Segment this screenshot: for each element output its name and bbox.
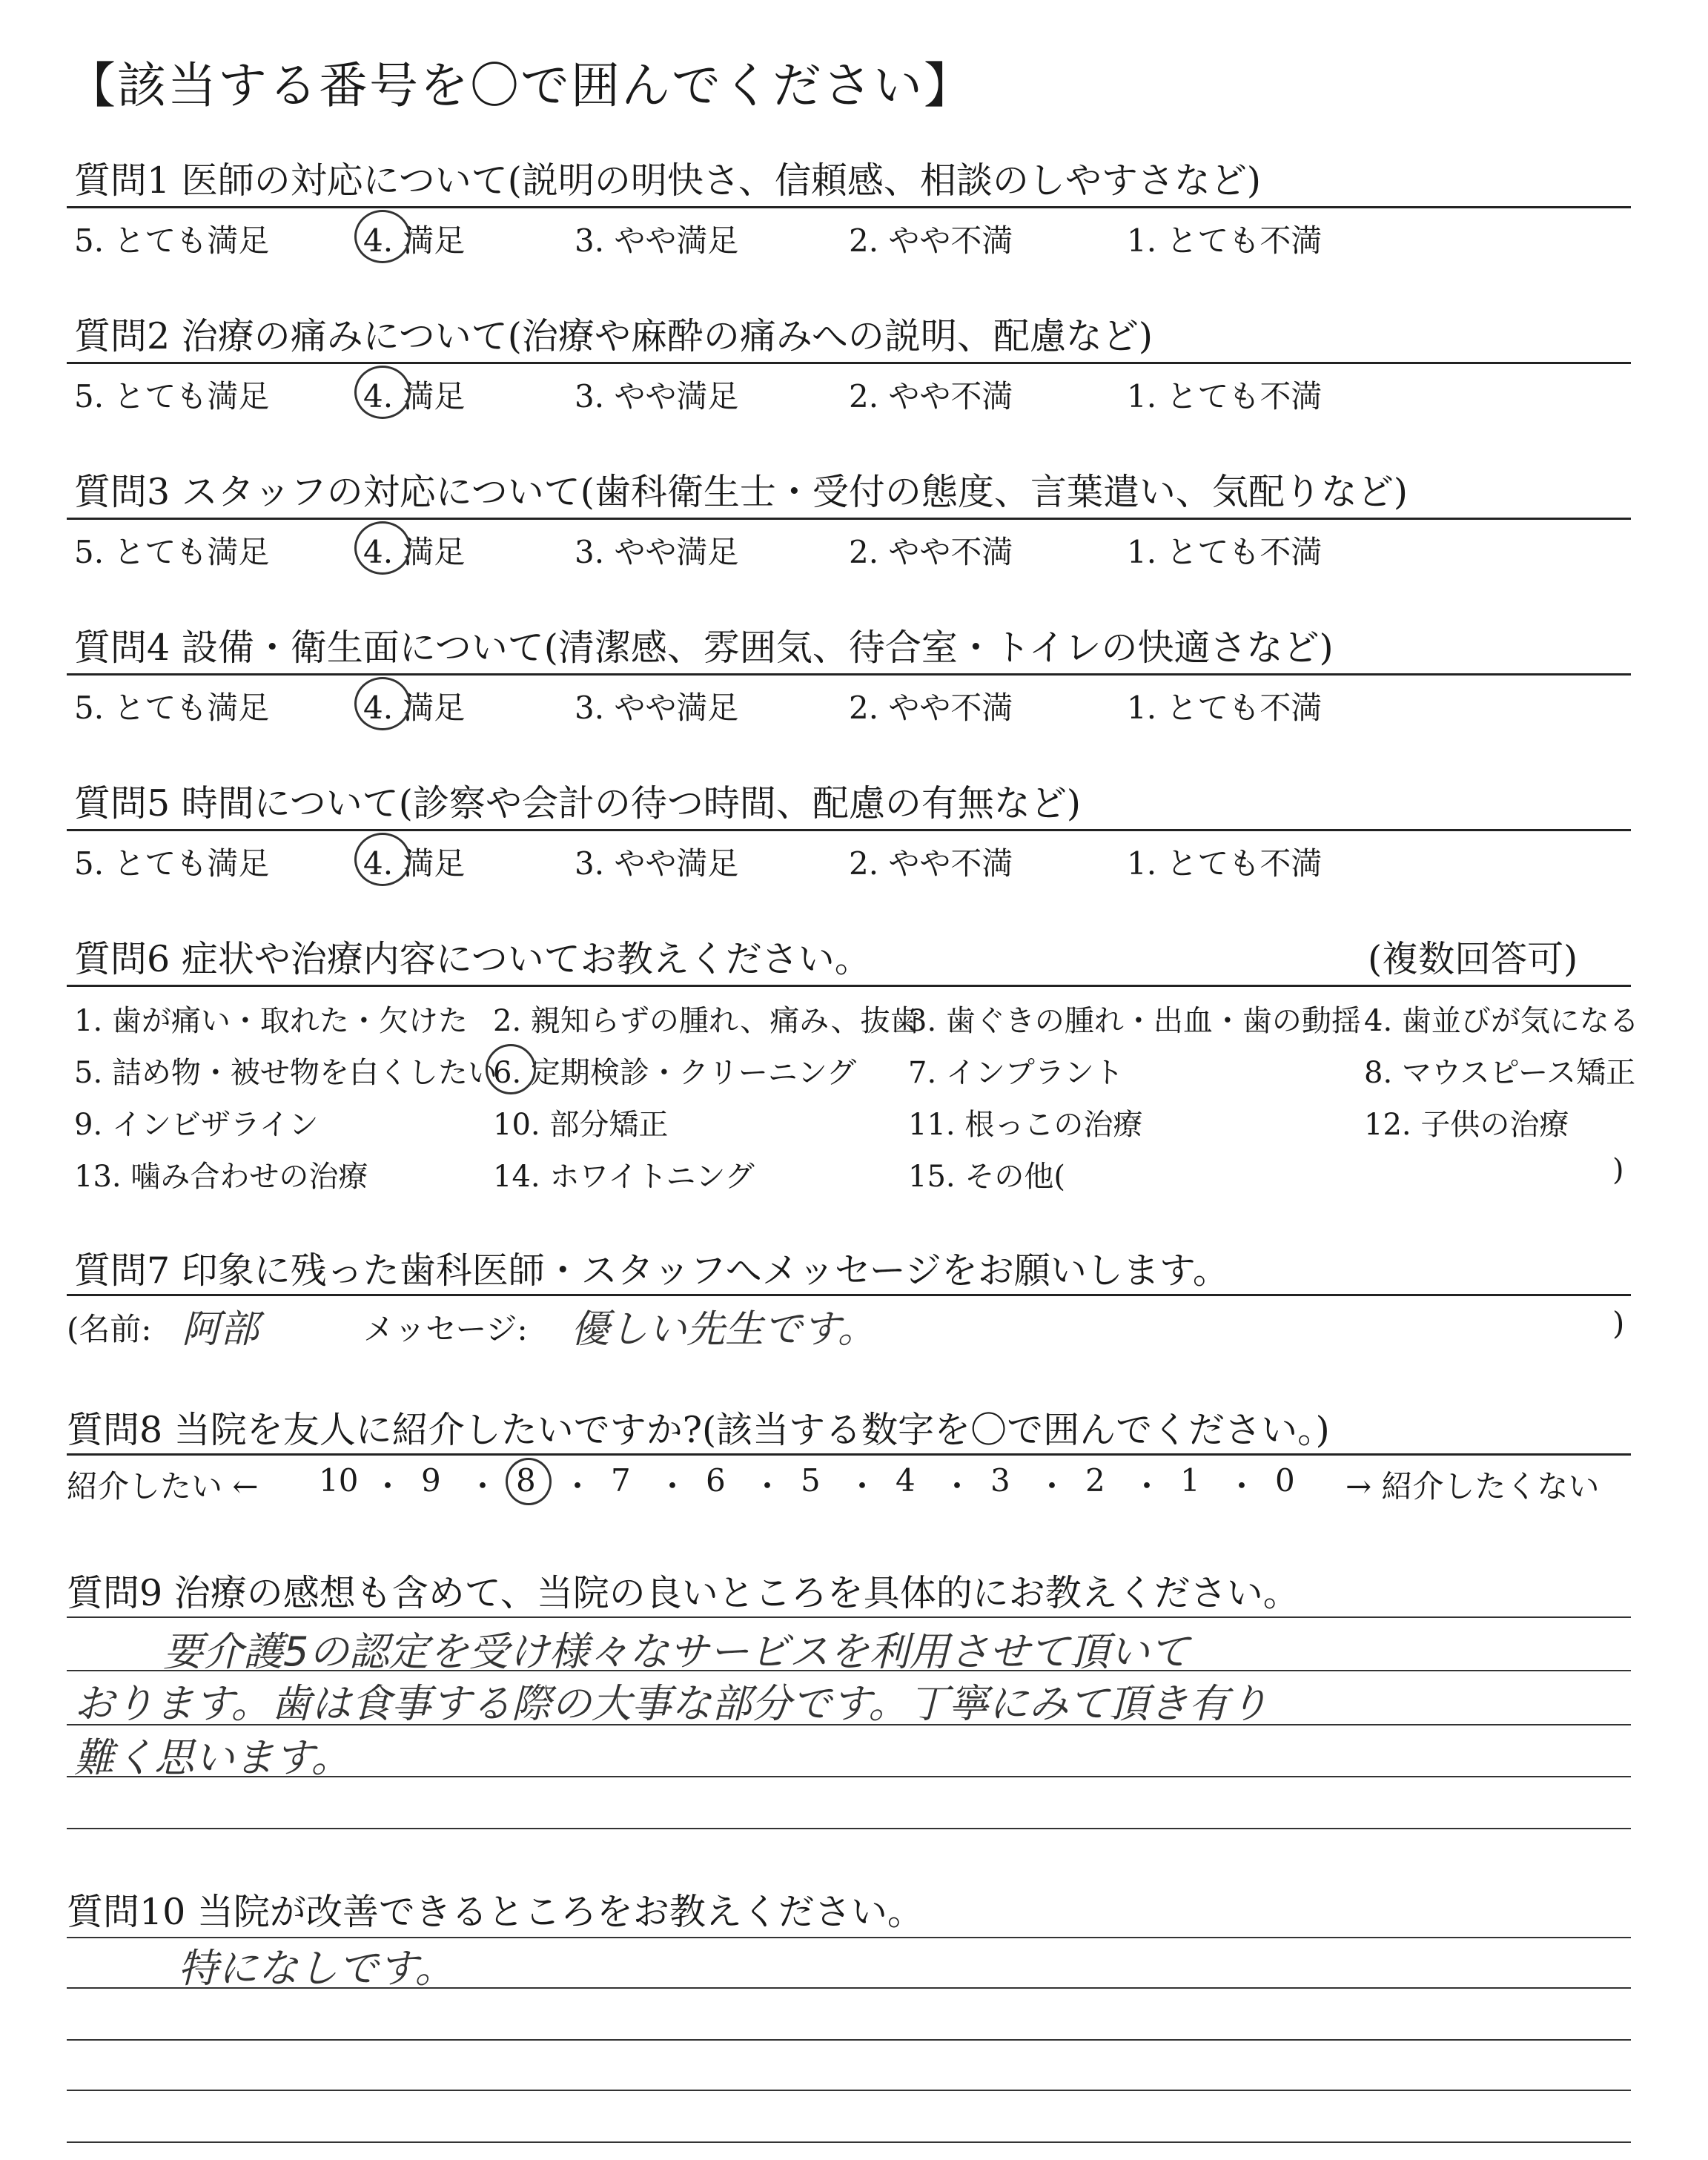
option-3[interactable]: 3. やや満足 [575, 378, 739, 415]
divider [67, 1294, 1631, 1296]
question-10-label: 質問10 当院が改善できるところをお教えください。 [67, 1891, 924, 1933]
option-4[interactable]: 4. 満足 [363, 378, 466, 415]
option-4[interactable]: 4. 満足 [363, 845, 466, 882]
scale-number-6[interactable]: 6 [706, 1462, 726, 1499]
scale-separator: ・ [1036, 1468, 1068, 1505]
good-points-line-3[interactable]: 難く思います。 [74, 1734, 351, 1781]
symptom-9[interactable]: 9. インビザライン [74, 1108, 319, 1142]
other-close-paren: ) [1612, 1153, 1624, 1187]
option-3[interactable]: 3. やや満足 [575, 845, 739, 882]
question-8-label: 質問8 当院を友人に紹介したいですか?(該当する数字を〇で囲んでください。) [67, 1409, 1330, 1451]
option-5[interactable]: 5. とても満足 [74, 845, 270, 882]
symptom-6[interactable]: 6. 定期検診・クリーニング [493, 1056, 857, 1090]
answer-line [67, 2039, 1631, 2041]
scale-separator: ・ [752, 1468, 784, 1505]
symptom-2[interactable]: 2. 親知らずの腫れ、痛み、抜歯 [493, 1004, 920, 1038]
answer-circle [486, 1044, 536, 1094]
answer-line [67, 1616, 1631, 1618]
symptom-11[interactable]: 11. 根っこの治療 [908, 1108, 1143, 1142]
scale-number-2[interactable]: 2 [1085, 1462, 1105, 1499]
scale-number-1[interactable]: 1 [1180, 1462, 1200, 1499]
good-points-line-2[interactable]: おります。歯は食事する際の大事な部分です。丁寧にみて頂き有り [74, 1680, 1269, 1727]
scale-number-7[interactable]: 7 [611, 1462, 631, 1499]
question-3-label: 質問3 スタッフの対応について(歯科衛生士・受付の態度、言葉遣い、気配りなど) [74, 471, 1409, 513]
scale-separator: ・ [1131, 1468, 1163, 1505]
message-close-paren: ) [1612, 1305, 1625, 1341]
question-7-label: 質問7 印象に残った歯科医師・スタッフへメッセージをお願いします。 [74, 1249, 1229, 1292]
divider [67, 673, 1631, 676]
form-title: 【該当する番号を〇で囲んでください】 [67, 57, 974, 114]
symptom-8[interactable]: 8. マウスピース矯正 [1364, 1056, 1636, 1090]
option-1[interactable]: 1. とても不満 [1127, 534, 1323, 570]
divider [67, 206, 1631, 208]
divider [67, 985, 1631, 987]
symptom-4[interactable]: 4. 歯並びが気になる [1364, 1004, 1639, 1038]
question-9-label: 質問9 治療の感想も含めて、当院の良いところを具体的にお教えください。 [67, 1572, 1300, 1614]
option-4[interactable]: 4. 満足 [363, 690, 466, 726]
option-2[interactable]: 2. やや不満 [849, 222, 1013, 259]
option-2[interactable]: 2. やや不満 [849, 690, 1013, 726]
option-4[interactable]: 4. 満足 [363, 222, 466, 259]
symptom-1[interactable]: 1. 歯が痛い・取れた・欠けた [74, 1004, 468, 1038]
scale-number-9[interactable]: 9 [421, 1462, 441, 1499]
symptom-7[interactable]: 7. インプラント [908, 1056, 1124, 1090]
option-5[interactable]: 5. とても満足 [74, 690, 270, 726]
answer-circle [506, 1458, 552, 1505]
multiple-answer-note: (複数回答可) [1368, 938, 1578, 980]
scale-number-5[interactable]: 5 [801, 1462, 821, 1499]
improvement-line-1[interactable]: 特になしです。 [178, 1945, 455, 1992]
good-points-line-1[interactable]: 要介護5の認定を受け様々なサービスを利用させて頂いて [163, 1628, 1190, 1675]
answer-line [67, 1828, 1631, 1829]
scale-separator: ・ [941, 1468, 973, 1505]
scale-separator: ・ [1226, 1468, 1258, 1505]
option-1[interactable]: 1. とても不満 [1127, 222, 1323, 259]
divider [67, 362, 1631, 364]
option-2[interactable]: 2. やや不満 [849, 845, 1013, 882]
scale-separator: ・ [372, 1468, 404, 1505]
question-6-label: 質問6 症状や治療内容についてお教えください。 [74, 938, 871, 980]
answer-circle [354, 366, 411, 419]
name-value[interactable]: 阿部 [182, 1307, 259, 1352]
option-4[interactable]: 4. 満足 [363, 534, 466, 570]
scale-number-0[interactable]: 0 [1275, 1462, 1295, 1499]
symptom-13[interactable]: 13. 噛み合わせの治療 [74, 1160, 368, 1194]
answer-circle [354, 210, 411, 263]
symptom-15[interactable]: 15. その他( [908, 1160, 1065, 1194]
scale-separator: ・ [657, 1468, 689, 1505]
divider [67, 518, 1631, 520]
scale-number-10[interactable]: 10 [319, 1462, 359, 1499]
divider [67, 1453, 1631, 1456]
symptom-12[interactable]: 12. 子供の治療 [1364, 1108, 1569, 1142]
option-2[interactable]: 2. やや不満 [849, 534, 1013, 570]
scale-separator: ・ [562, 1468, 594, 1505]
symptom-14[interactable]: 14. ホワイトニング [493, 1160, 755, 1194]
answer-circle [354, 677, 411, 730]
message-label: メッセージ: [363, 1311, 528, 1347]
name-label: (名前: [67, 1311, 152, 1347]
answer-circle [354, 521, 411, 575]
option-1[interactable]: 1. とても不満 [1127, 845, 1323, 882]
scale-right-label: → 紹介したくない [1345, 1468, 1600, 1505]
scale-separator: ・ [467, 1468, 499, 1505]
question-4-label: 質問4 設備・衛生面について(清潔感、雰囲気、待合室・トイレの快適さなど) [74, 627, 1334, 669]
scale-number-8[interactable]: 8 [516, 1462, 536, 1499]
answer-circle [354, 833, 411, 886]
option-3[interactable]: 3. やや満足 [575, 222, 739, 259]
symptom-10[interactable]: 10. 部分矯正 [493, 1108, 669, 1142]
divider [67, 829, 1631, 831]
scale-left-label: 紹介したい ← [67, 1468, 259, 1505]
scale-number-4[interactable]: 4 [896, 1462, 916, 1499]
question-5-label: 質問5 時間について(診察や会計の待つ時間、配慮の有無など) [74, 782, 1082, 825]
question-2-label: 質問2 治療の痛みについて(治療や麻酔の痛みへの説明、配慮など) [74, 315, 1153, 357]
option-1[interactable]: 1. とても不満 [1127, 378, 1323, 415]
question-1-label: 質問1 医師の対応について(説明の明快さ、信頼感、相談のしやすさなど) [74, 159, 1262, 202]
symptom-5[interactable]: 5. 詰め物・被せ物を白くしたい [74, 1056, 497, 1090]
option-5[interactable]: 5. とても満足 [74, 534, 270, 570]
message-value[interactable]: 優しい先生です。 [571, 1307, 876, 1352]
option-5[interactable]: 5. とても満足 [74, 222, 270, 259]
answer-line [67, 2090, 1631, 2091]
scale-separator: ・ [847, 1468, 878, 1505]
answer-line [67, 2141, 1631, 2143]
option-2[interactable]: 2. やや不満 [849, 378, 1013, 415]
option-5[interactable]: 5. とても満足 [74, 378, 270, 415]
scale-number-3[interactable]: 3 [990, 1462, 1010, 1499]
symptom-3[interactable]: 3. 歯ぐきの腫れ・出血・歯の動揺 [908, 1004, 1361, 1038]
option-3[interactable]: 3. やや満足 [575, 534, 739, 570]
option-3[interactable]: 3. やや満足 [575, 690, 739, 726]
option-1[interactable]: 1. とても不満 [1127, 690, 1323, 726]
